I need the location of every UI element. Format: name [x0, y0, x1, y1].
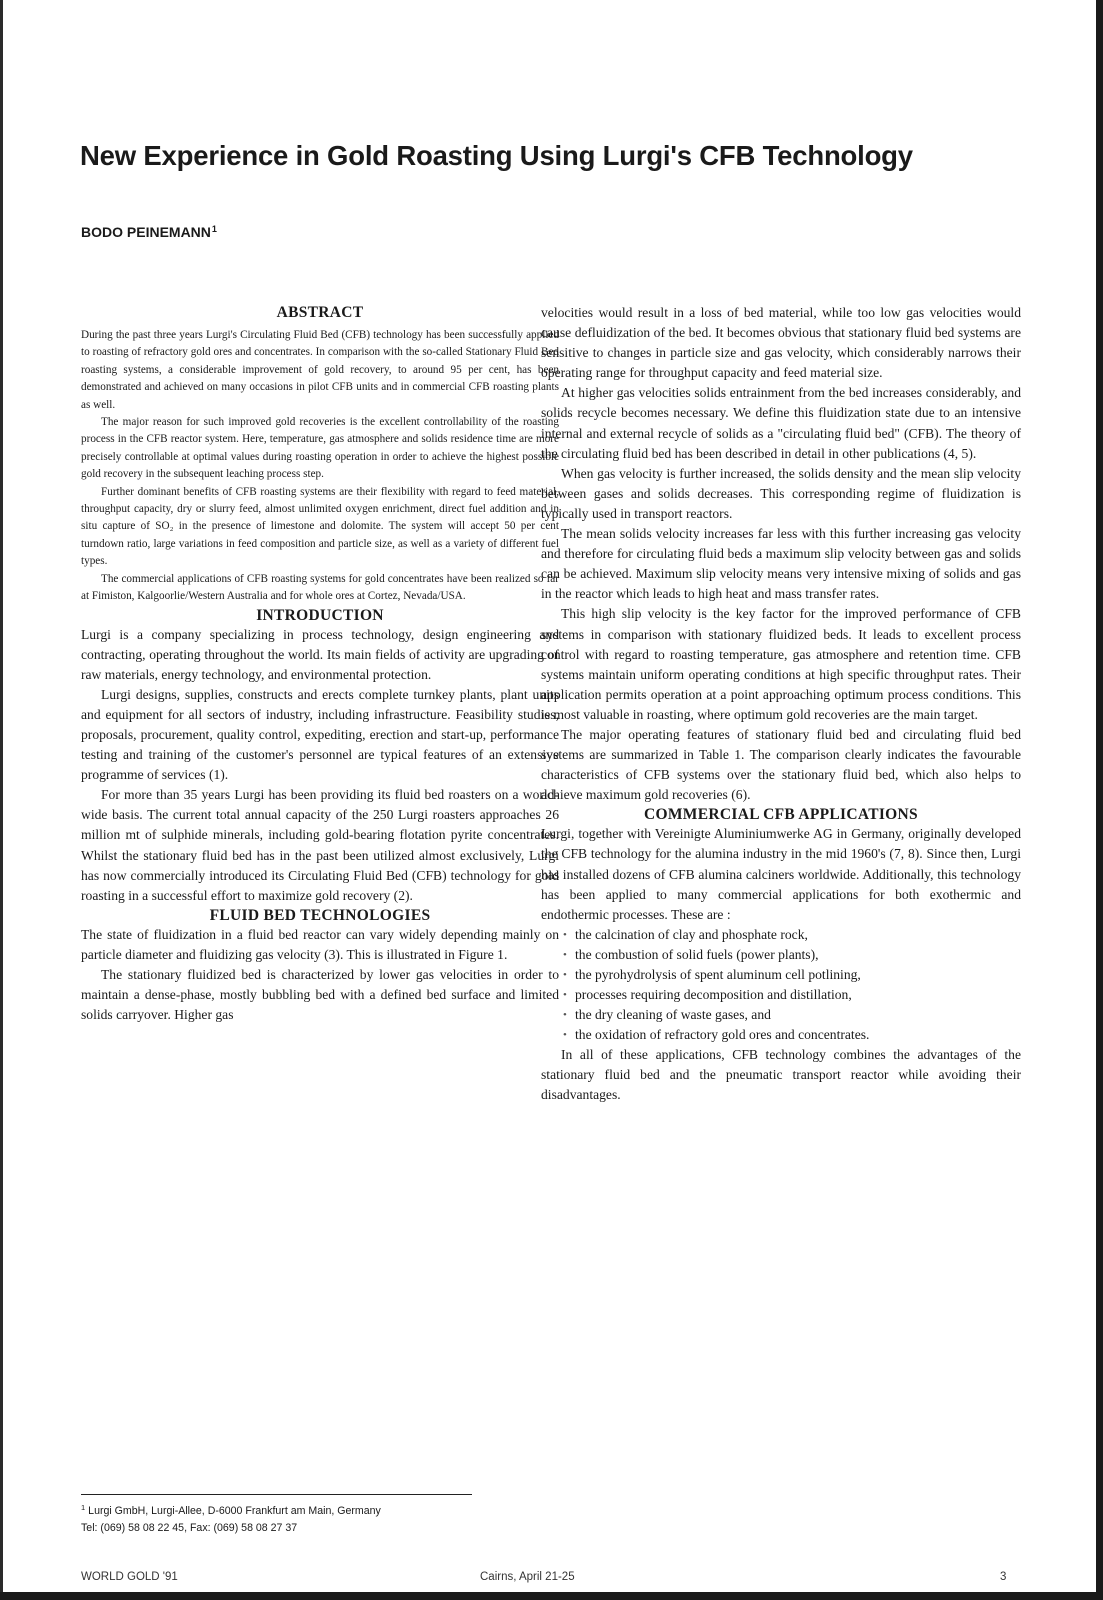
left-column: [81, 303, 559, 1025]
body-paragraph: At higher gas velocities solids entrainment from the bed increases considerably, and solids recycle becomes necessary. We define this fluidization state due to an intensive internal and external recycle of solids as a "circulating fluid bed" (CFB). The theory of the circulating fluid bed has been described in detail in other publications (4, 5).: [541, 385, 1021, 461]
paper-title: New Experience in Gold Roasting Using Lurgi's CFB Technology: [80, 140, 913, 171]
author-footnote-mark: 1: [211, 224, 217, 234]
body-paragraph: The stationary fluidized bed is characterized by lower gas velocities in order to maintain a dense-phase, mostly bubbling bed with a defined bed surface and limited solids carryover. Higher gas: [81, 967, 559, 1023]
body-paragraph: Lurgi is a company specializing in process technology, design engineering and contracting, operating throughout the world. Its main fields of activity are upgrading of raw materials, energy technology, and environmental protection.: [81, 626, 559, 682]
body-paragraph: velocities would result in a loss of bed material, while too low gas velocities would cause defluidization of the bed. It becomes obvious that stationary fluid bed systems are sensitive to changes in particle size and gas velocity, which considerably narrows their operating range for throughput capacity and feed material size.: [541, 305, 1021, 381]
body-paragraph: The major operating features of stationary fluid bed and circulating fluid bed systems are summarized in Table 1. The comparison clearly indicates the favourable characteristics of CFB systems over the stationary fluid bed, which also helps to achieve maximum gold recoveries (6).: [541, 726, 1021, 803]
body-paragraph: For more than 35 years Lurgi has been providing its fluid bed roasters on a world-wide basis. The current total annual capacity of the 250 Lurgi roasters approaches 26 million mt of sulphide minerals, including gold-bearing flotation pyrite concentrates. Whilst the stationary fluid bed has in the past been utilized almost exclusively, Lurgi has now commercially introduced its Circulating Fluid Bed (CFB) technology for gold roasting in a successful effort to maximize gold recovery (2).: [81, 787, 559, 903]
abstract-paragraph: The commercial applications of CFB roasting systems for gold concentrates have been realized so far at Fimiston, Kalgoorlie/Western Australia and for whole ores at Cortez, Nevada/USA.: [81, 572, 559, 603]
fluid-bed-section: [81, 906, 559, 1025]
right-column: [541, 303, 1021, 1105]
list-item: • processes requiring decomposition and distillation,: [563, 985, 1021, 1005]
list-item: • the pyrohydrolysis of spent aluminum cell potlining,: [563, 965, 1021, 985]
body-paragraph: Lurgi, together with Vereinigte Aluminiumwerke AG in Germany, originally developed the CFB technology for the alumina industry in the mid 1960's (7, 8). Since then, Lurgi has installed dozens of CFB alumina calciners worldwide. Additionally, this technology has been applied to many commercial applications for both exothermic and endothermic processes. These are :: [541, 826, 1021, 922]
body-paragraph: Lurgi designs, supplies, constructs and erects complete turnkey plants, plant units and equipment for all sectors of industry, including infrastructure. Feasibility studies, proposals, procurement, quality control, expediting, erection and start-up, performance testing and training of the customer's personnel are typical features of an extensive programme of services (1).: [81, 686, 559, 783]
body-paragraph: This high slip velocity is the key factor for the improved performance of CFB systems in comparison with stationary fluidized beds. It leads to excellent process control with regard to roasting temperature, gas atmosphere and retention time. CFB systems maintain uniform operating conditions at high specific throughput rates. Their application permits operation at a point approaching optimum process conditions. This is most valuable in roasting, where optimum gold recoveries are the main target.: [541, 606, 1021, 722]
commercial-section: [541, 805, 1021, 1105]
body-paragraph: When gas velocity is further increased, the solids density and the mean slip velocity between gases and solids decreases. This corresponding regime of fluidization is typically used in transport reactors.: [541, 465, 1021, 521]
fluid-bed-continued: [541, 303, 1021, 805]
author-name: BODO PEINEMANN: [81, 224, 211, 240]
list-item: • the dry cleaning of waste gases, and: [563, 1005, 1021, 1025]
scan-border-left: [0, 0, 3, 1600]
body-paragraph: The mean solids velocity increases far less with this further increasing gas velocity and therefore for circulating fluid beds a maximum slip velocity between gas and solids can be achieved. Maximum slip velocity means very intensive mixing of solids and gas in the reactor which leads to high heat and mass transfer rates.: [541, 526, 1021, 602]
body-paragraph: The state of fluidization in a fluid bed reactor can vary widely depending mainly on particle diameter and fluidizing gas velocity (3). This is illustrated in Figure 1.: [81, 926, 559, 962]
footer-location: Cairns, April 21-25: [480, 1571, 575, 1583]
scan-border-bottom: [0, 1592, 1103, 1600]
abstract-paragraph: Further dominant benefits of CFB roasting systems are their flexibility with regard to feed material, throughput capacity, dry or slurry feed, almost unlimited oxygen enrichment, direct fuel addition and in situ capture of SO₂ in the presence of limestone and dolomite. The system will accept 50 per cent turndown ratio, large variations in feed composition and particle size, as well as a variety of different fuel types.: [81, 485, 559, 568]
author: [81, 224, 217, 240]
page-number: 3: [1000, 1571, 1007, 1583]
list-item: • the oxidation of refractory gold ores and concentrates.: [563, 1025, 1021, 1045]
abstract-section: [81, 303, 559, 606]
abstract-heading: ABSTRACT: [276, 304, 364, 321]
introduction-heading: INTRODUCTION: [256, 606, 384, 624]
abstract-paragraph: During the past three years Lurgi's Circulating Fluid Bed (CFB) technology has been successfully applied to roasting of refractory gold ores and concentrates. In comparison with the so-called Stationary Fluid Bed roasting systems, a considerable improvement of gold recovery, to around 95 per cent, has been demonstrated and achieved on many occasions in pilot CFB units and in commercial CFB roasting plants as well.: [81, 329, 559, 411]
footnote-mark: 1: [81, 1503, 86, 1512]
footnote: [81, 1500, 501, 1536]
commercial-heading: COMMERCIAL CFB APPLICATIONS: [644, 806, 918, 824]
list-item: • the combustion of solid fuels (power plants),: [563, 945, 1021, 965]
abstract-paragraph: The major reason for such improved gold recoveries is the excellent controllability of the roasting process in the CFB reactor system. Here, temperature, gas atmosphere and solids residence time are more precisely controllable at optimal values during roasting operation in order to achieve the highest possible gold recovery in the subsequent leaching process step.: [81, 416, 559, 481]
list-item: • the calcination of clay and phosphate rock,: [563, 925, 1021, 945]
footnote-line: [81, 1500, 501, 1520]
body-paragraph: In all of these applications, CFB technology combines the advantages of the stationary fluid bed and the pneumatic transport reactor while avoiding their disadvantages.: [541, 1046, 1021, 1102]
fluid-bed-heading: FLUID BED TECHNOLOGIES: [209, 906, 431, 924]
footnote-divider: [81, 1494, 472, 1495]
footer-conference: WORLD GOLD '91: [81, 1571, 178, 1583]
footnote-address: Lurgi GmbH, Lurgi-Allee, D-6000 Frankfurt am Main, Germany: [88, 1505, 381, 1517]
applications-list: [541, 925, 1021, 1045]
scan-border-right: [1096, 0, 1103, 1600]
footnote-line: Tel: (069) 58 08 22 45, Fax: (069) 58 08 27 37: [81, 1521, 298, 1534]
introduction-section: [81, 606, 559, 906]
